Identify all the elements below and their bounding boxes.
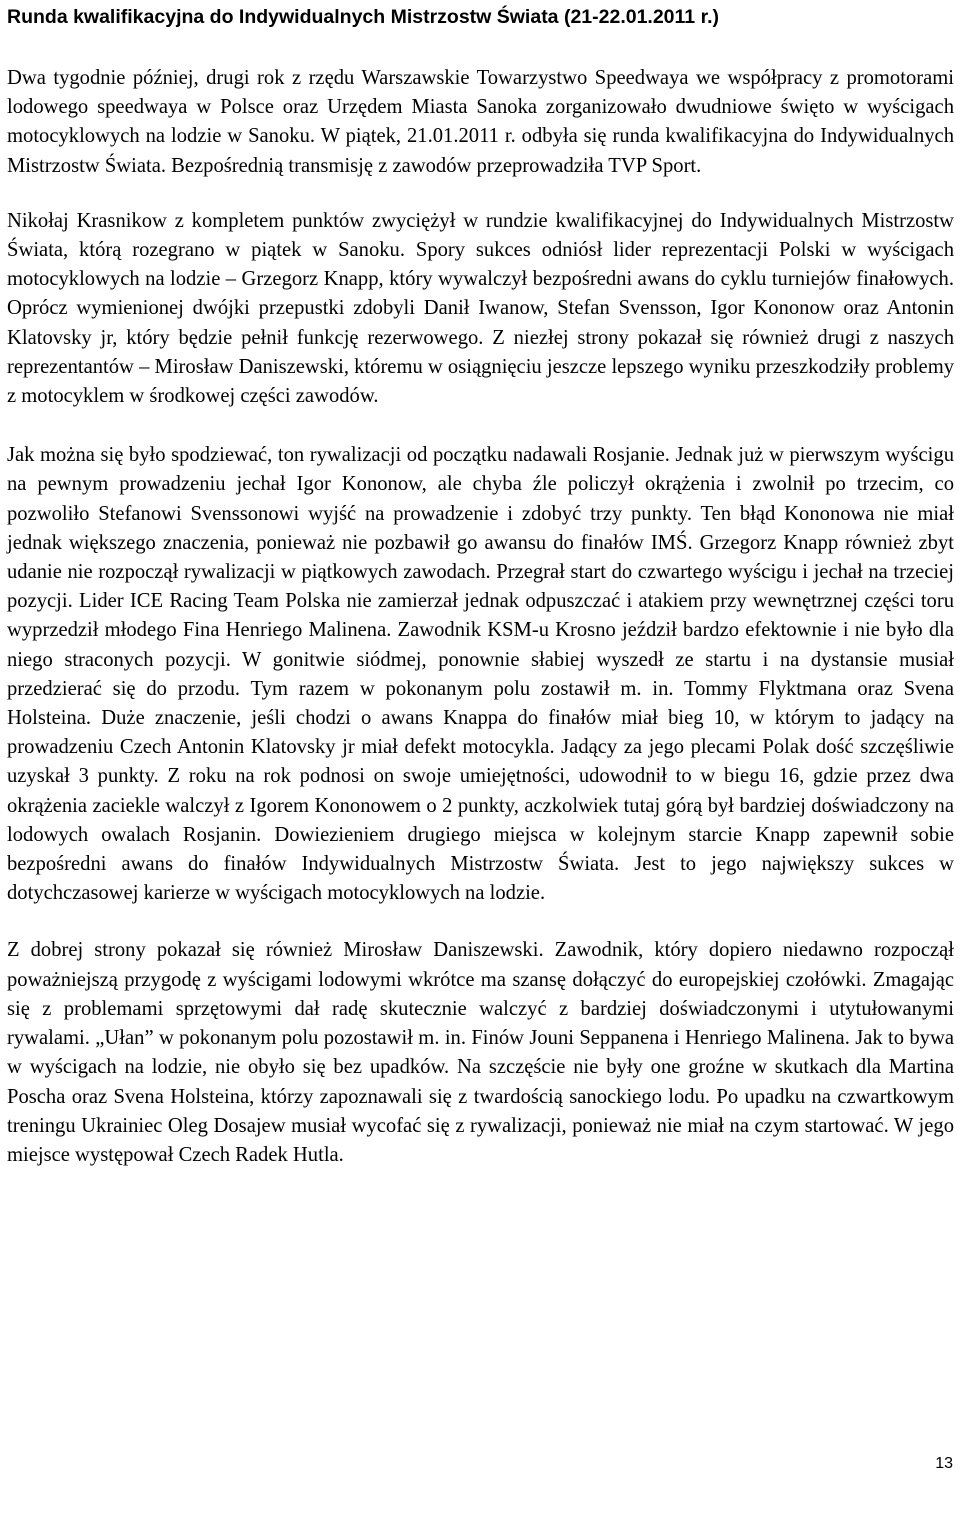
paragraph-intro: Dwa tygodnie później, drugi rok z rzędu Warszawskie Towarzystwo Speedwaya we współpracy z promotorami lodowego speedwaya w Polsce oraz Urzędem Miasta Sanoka zorganizowało dwudniowe święto w wyścigach motocyklowych na lodzie w Sanoku. W piątek, 21.01.2011 r. odbyła się runda kwalifikacyjna do Indywidualnych Mistrzostw Świata. Bezpośrednią transmisję z zawodów przeprowadziła TVP Sport. — [7, 67, 954, 177]
paragraph-daniszewski: Z dobrej strony pokazał się również Mirosław Daniszewski. Zawodnik, który dopiero niedawno rozpoczął poważniejszą przygodę z wyścigami lodowymi wkrótce ma szansę dołączyć do europejskiej czołówki. Zmagając się z problemami sprzętowymi dał radę skutecznie walczyć z bardziej doświadczonymi i utytułowanymi rywalami. „Ułan” w pokonanym polu pozostawił m. in. Finów Jouni Seppanena i Henriego Malinena. Jak to bywa w wyścigach na lodzie, nie obyło się bez upadków. Na szczęście nie były one groźne w skutkach dla Martina Poscha oraz Svena Holsteina, którzy zapoznawali się z twardością sanockiego lodu. Po upadku na czwartkowym treningu Ukrainiec Oleg Dosajew musiał wycofać się z rywalizacji, ponieważ nie miał na czym startować. W jego miejsce występował Czech Radek Hutla. — [7, 939, 954, 1166]
document-title: Runda kwalifikacyjna do Indywidualnych Mistrzostw Świata (21-22.01.2011 r.) — [7, 6, 719, 28]
paragraph-results: Nikołaj Krasnikow z kompletem punktów zwyciężył w rundzie kwalifikacyjnej do Indywidualnych Mistrzostw Świata, którą rozegrano w piątek w Sanoku. Spory sukces odniósł lider reprezentacji Polski w wyścigach motocyklowych na lodzie – Grzegorz Knapp, który wywalczył bezpośredni awans do cyklu turniejów finałowych. Oprócz wymienionej dwójki przepustki zdobyli Danił Iwanow, Stefan Svensson, Igor Kononow oraz Antonin Klatovsky jr, który będzie pełnił funkcję rezerwowego. Z niezłej strony pokazał się również drugi z naszych reprezentantów – Mirosław Daniszewski, któremu w osiągnięciu jeszcze lepszego wyniku przeszkodziły problemy z motocyklem w środkowej części zawodów. — [7, 209, 955, 408]
document-page — [7, 0, 954, 1170]
page-number: 13 — [935, 1455, 953, 1472]
paragraph-race-report: Jak można się było spodziewać, ton rywalizacji od początku nadawali Rosjanie. Jednak już w pierwszym wyścigu na pewnym prowadzeniu jechał Igor Kononow, ale chyba źle policzył okrążenia i zwolnił po trzecim, co pozwoliło Stefanowi Svenssonowi wyjść na prowadzenie i zdobyć trzy punkty. Ten błąd Kononowa nie miał jednak większego znaczenia, ponieważ nie pozbawił go awansu do finałów IMŚ. Grzegorz Knapp również zbyt udanie nie rozpoczął rywalizacji w piątkowych zawodach. Przegrał start do czwartego wyścigu i jechał na trzeciej pozycji. Lider ICE Racing Team Polska nie zamierzał jednak odpuszczać i atakiem przy wewnętrznej części toru wyprzedził młodego Fina Henriego Malinena. Zawodnik KSM-u Krosno jeździł bardzo efektownie i nie było dla niego straconych pozycji. W gonitwie siódmej, ponownie słabiej wyszedł ze startu i na dystansie musiał przedzierać się do przodu. Tym razem w pokonanym polu zostawił m. in. Tommy Flyktmana oraz Svena Holsteina. Duże znaczenie, jeśli chodzi o awans Knappa do finałów miał bieg 10, w którym to jadący na prowadzeniu Czech Antonin Klatovsky jr miał defekt motocykla. Jadący za jego plecami Polak dość szczęśliwie uzyskał 3 punkty. Z roku na rok podnosi on swoje umiejętności, udowodnił to w biegu 16, gdzie przez dwa okrążenia zaciekle walczył z Igorem Kononowem o 2 punkty, aczkolwiek tutaj górą był bardziej doświadczony na lodowych owalach Rosjanin. Dowiezieniem drugiego miejsca w kolejnym starcie Knapp zapewnił sobie bezpośredni awans do finałów Indywidualnych Mistrzostw Świata. Jest to jego największy sukces w dotychczasowej karierze w wyścigach motocyklowych na lodzie. — [7, 444, 954, 905]
